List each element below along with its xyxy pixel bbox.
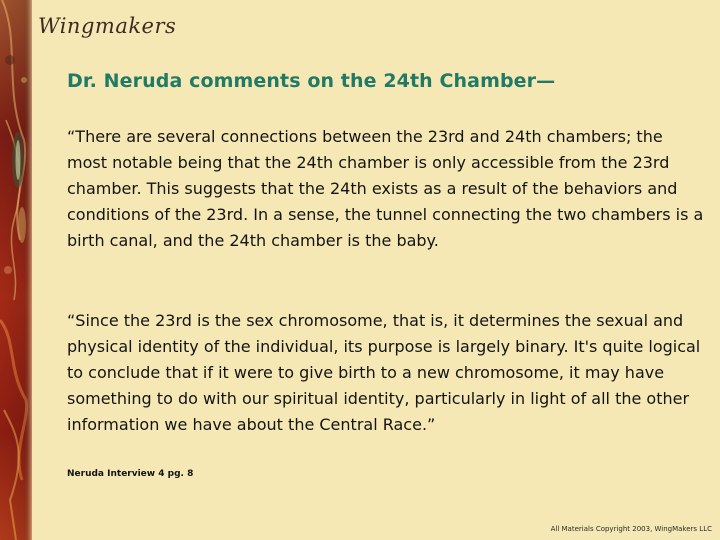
wingmakers-logo: Wingmakers [38,14,177,38]
decorative-border-art [0,0,32,540]
border-art-graphic [0,0,32,540]
quote-paragraph-2: “Since the 23rd is the sex chromosome, that is, it determines the sexual and physical identity of the individual, its purpose is largely binary. It's quite logical to conclude that if it were to give birth to a new chromosome, it may have something to do with our spiritual identity, particularly in light of all the other information we have about the Central Race.” [67,311,701,434]
quote-paragraph-1: “There are several connections between the 23rd and 24th chambers; the most notable being that the 24th chamber is only accessible from the 23rd chamber. This suggests that the 24th exists as a result of the behaviors and conditions of the 23rd. In a sense, the tunnel connecting the two chambers is a birth canal, and the 24th chamber is the baby. [67,127,704,250]
page-title: Dr. Neruda comments on the 24th Chamber— [67,70,556,92]
copyright-notice: All Materials Copyright 2003, WingMakers LLC [550,525,712,533]
source-citation: Neruda Interview 4 pg. 8 [67,469,194,479]
